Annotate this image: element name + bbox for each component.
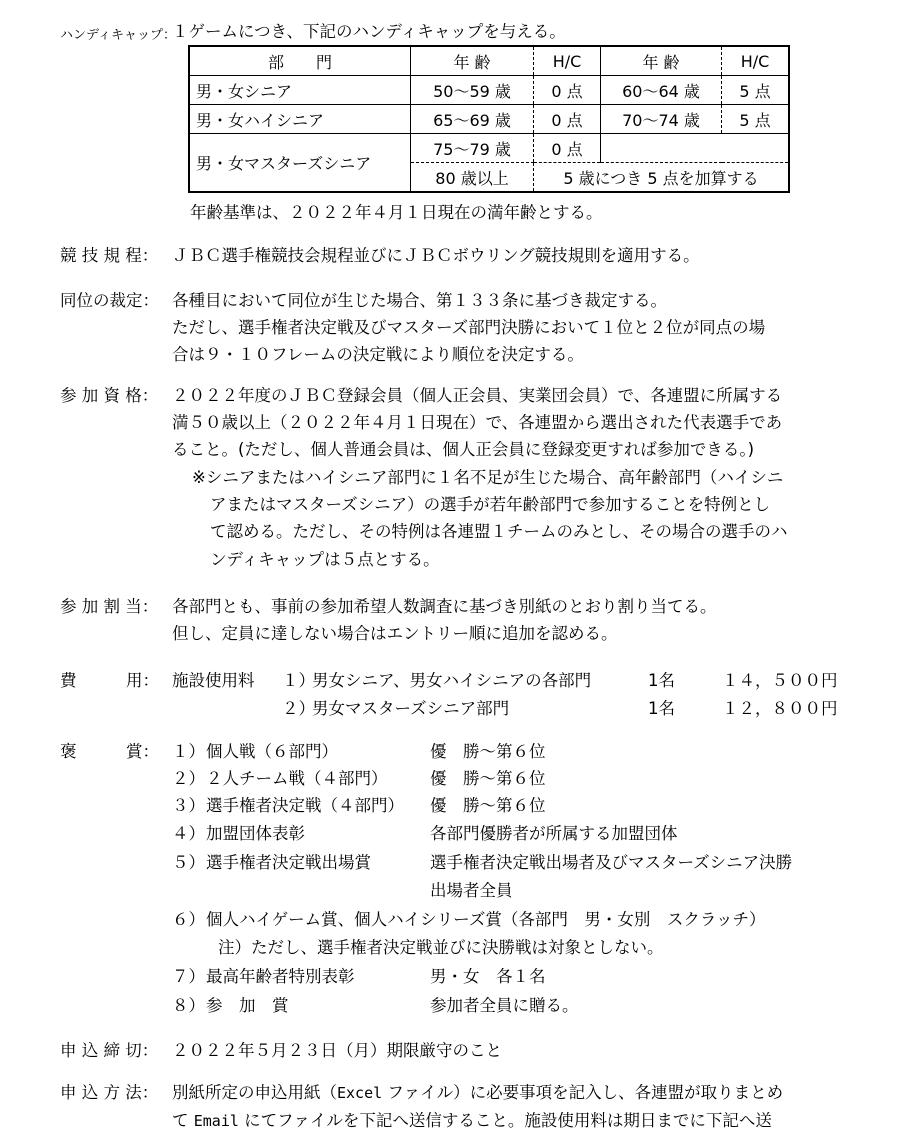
ties-line-2: ただし、選手権者決定戦及びマスターズ部門決勝において１位と２位が同点の場 bbox=[172, 318, 766, 337]
division-cell: 男・女マスターズシニア bbox=[189, 134, 411, 193]
award-name: 選手権者決定戦出場賞 bbox=[206, 853, 371, 872]
table-row bbox=[189, 76, 789, 105]
award-detail: 参加者全員に贈る。 bbox=[430, 996, 579, 1015]
fee-item-amount: １２，８００円 bbox=[722, 699, 838, 718]
table-header-row bbox=[189, 46, 789, 76]
table-row bbox=[189, 105, 789, 134]
hc-cell: 0 点 bbox=[534, 134, 601, 163]
fee-item-desc: 男女マスターズシニア部門 bbox=[312, 699, 510, 718]
award-name: 個人戦（６部門） bbox=[206, 742, 338, 761]
eligibility-note-1: ※シニアまたはハイシニア部門に１名不足が生じた場合、高年齢部門（ハイシニ bbox=[192, 468, 784, 487]
age-cell: 75～79 歳 bbox=[411, 134, 534, 163]
eligibility-label: 参 加 資 格： bbox=[60, 386, 159, 405]
fees-title: 施設使用料 bbox=[172, 671, 255, 690]
empty-cell bbox=[601, 134, 722, 163]
award-detail: 各部門優勝者が所属する加盟団体 bbox=[430, 824, 678, 843]
header-hc-2: H/C bbox=[722, 46, 790, 76]
ties-line-3: 合は９・１０フレームの決定戦により順位を決定する。 bbox=[172, 345, 584, 364]
handicap-table bbox=[188, 45, 790, 193]
fees-label: 費 用： bbox=[60, 671, 159, 690]
age-cell: 50～59 歳 bbox=[411, 76, 534, 105]
method-line-1 bbox=[172, 1082, 783, 1104]
hc-cell: 0 点 bbox=[534, 76, 601, 105]
fee-item-no: １） bbox=[282, 671, 315, 690]
allocation-line-1: 各部門とも、事前の参加希望人数調査に基づき別紙のとおり割り当てる。 bbox=[172, 597, 717, 616]
eligibility-note-2: アまたはマスターズシニア）の選手が若年齢部門で参加することを特例とし bbox=[210, 495, 771, 514]
award-no: ７） bbox=[172, 967, 205, 986]
method-text: て bbox=[172, 1111, 194, 1130]
award-detail: 優 勝～第６位 bbox=[430, 796, 546, 815]
fee-item-no: ２） bbox=[282, 699, 315, 718]
award-no: ８） bbox=[172, 996, 205, 1015]
award-detail-cont: 出場者全員 bbox=[430, 881, 513, 900]
allocation-label: 参 加 割 当： bbox=[60, 597, 159, 616]
excel-text: Excel bbox=[337, 1084, 383, 1102]
method-line-2 bbox=[172, 1110, 772, 1132]
award-no: ３） bbox=[172, 796, 205, 815]
header-hc: H/C bbox=[534, 46, 601, 76]
age-basis-note: 年齢基準は、２０２２年４月１日現在の満年齢とする。 bbox=[190, 203, 603, 222]
table-row bbox=[189, 134, 789, 163]
fee-item-qty: 1名 bbox=[648, 699, 675, 718]
hc-cell: 5 点 bbox=[722, 76, 790, 105]
age-cell: 80 歳以上 bbox=[411, 163, 534, 193]
deadline-text: ２０２２年５月２３日（月）期限厳守のこと bbox=[172, 1041, 502, 1060]
award-name: 参 加 賞 bbox=[206, 996, 289, 1015]
age-cell: 65～69 歳 bbox=[411, 105, 534, 134]
empty-cell bbox=[722, 134, 790, 163]
award-detail: 優 勝～第６位 bbox=[430, 742, 546, 761]
handicap-label: ハンディキャップ： bbox=[60, 28, 176, 43]
awards-label: 褒 賞： bbox=[60, 742, 159, 761]
award-no: ２） bbox=[172, 769, 205, 788]
award-no: １） bbox=[172, 742, 205, 761]
email-text: Email bbox=[193, 1112, 239, 1130]
fee-item-amount: １４，５００円 bbox=[722, 671, 838, 690]
fee-item-desc: 男女シニア、男女ハイシニアの各部門 bbox=[312, 671, 592, 690]
age-cell: 70～74 歳 bbox=[601, 105, 722, 134]
ties-label: 同位の裁定： bbox=[60, 291, 159, 310]
method-text: 別紙所定の申込用紙（ bbox=[172, 1083, 337, 1102]
hc-cell: 5 点 bbox=[722, 105, 790, 134]
award-no: ４） bbox=[172, 824, 205, 843]
method-text: にてファイルを下記へ送信すること。施設使用料は期日までに下記へ送 bbox=[238, 1111, 772, 1130]
award-name: 個人ハイゲーム賞、個人ハイシリーズ賞（各部門 男・女別 スクラッチ） bbox=[206, 910, 766, 929]
award-detail: 優 勝～第６位 bbox=[430, 769, 546, 788]
handicap-intro: １ゲームにつき、下記のハンディキャップを与える。 bbox=[172, 22, 566, 41]
award-name: 最高年齢者特別表彰 bbox=[206, 967, 355, 986]
hc-cell: 0 点 bbox=[534, 105, 601, 134]
award-name: 選手権者決定戦（４部門） bbox=[206, 796, 404, 815]
award-detail: 男・女 各１名 bbox=[430, 967, 546, 986]
eligibility-line-3: ること。(ただし、個人普通会員は、個人正会員に登録変更すれば参加できる。) bbox=[172, 440, 755, 459]
award-detail: 選手権者決定戦出場者及びマスターズシニア決勝 bbox=[430, 853, 793, 872]
fee-item-qty: 1名 bbox=[648, 671, 675, 690]
award-name: 加盟団体表彰 bbox=[206, 824, 305, 843]
eligibility-note-4: ンディキャップは５点とする。 bbox=[210, 550, 440, 569]
ties-line-1: 各種目において同位が生じた場合、第１３３条に基づき裁定する。 bbox=[172, 291, 667, 310]
award-note: 注）ただし、選手権者決定戦並びに決勝戦は対象としない。 bbox=[218, 938, 664, 957]
eligibility-note-3: て認める。ただし、その特例は各連盟１チームのみとし、その場合の選手のハ bbox=[210, 522, 788, 541]
eligibility-line-1: ２０２２年度のＪＢＣ登録会員（個人正会員、実業団会員）で、各連盟に所属する bbox=[172, 386, 783, 405]
header-division: 部 門 bbox=[189, 46, 411, 76]
award-no: ５） bbox=[172, 853, 205, 872]
award-name: ２人チーム戦（４部門） bbox=[206, 769, 388, 788]
header-age-2: 年 齢 bbox=[601, 46, 722, 76]
header-age: 年 齢 bbox=[411, 46, 534, 76]
age-cell: 60～64 歳 bbox=[601, 76, 722, 105]
method-text: ファイル）に必要事項を記入し、各連盟が取りまとめ bbox=[382, 1083, 784, 1102]
rules-text: ＪＢＣ選手権競技会規程並びにＪＢＣボウリング競技規則を適用する。 bbox=[172, 246, 700, 265]
rules-label: 競 技 規 程： bbox=[60, 246, 159, 265]
note-cell: 5 歳につき 5 点を加算する bbox=[534, 163, 790, 193]
division-cell: 男・女シニア bbox=[189, 76, 411, 105]
allocation-line-2: 但し、定員に達しない場合はエントリー順に追加を認める。 bbox=[172, 624, 618, 643]
method-label: 申 込 方 法： bbox=[60, 1083, 159, 1102]
award-no: ６） bbox=[172, 910, 205, 929]
eligibility-line-2: 満５０歳以上（２０２２年４月１日現在）で、各連盟から選出された代表選手であ bbox=[172, 413, 783, 432]
division-cell: 男・女ハイシニア bbox=[189, 105, 411, 134]
deadline-label: 申 込 締 切： bbox=[60, 1041, 159, 1060]
